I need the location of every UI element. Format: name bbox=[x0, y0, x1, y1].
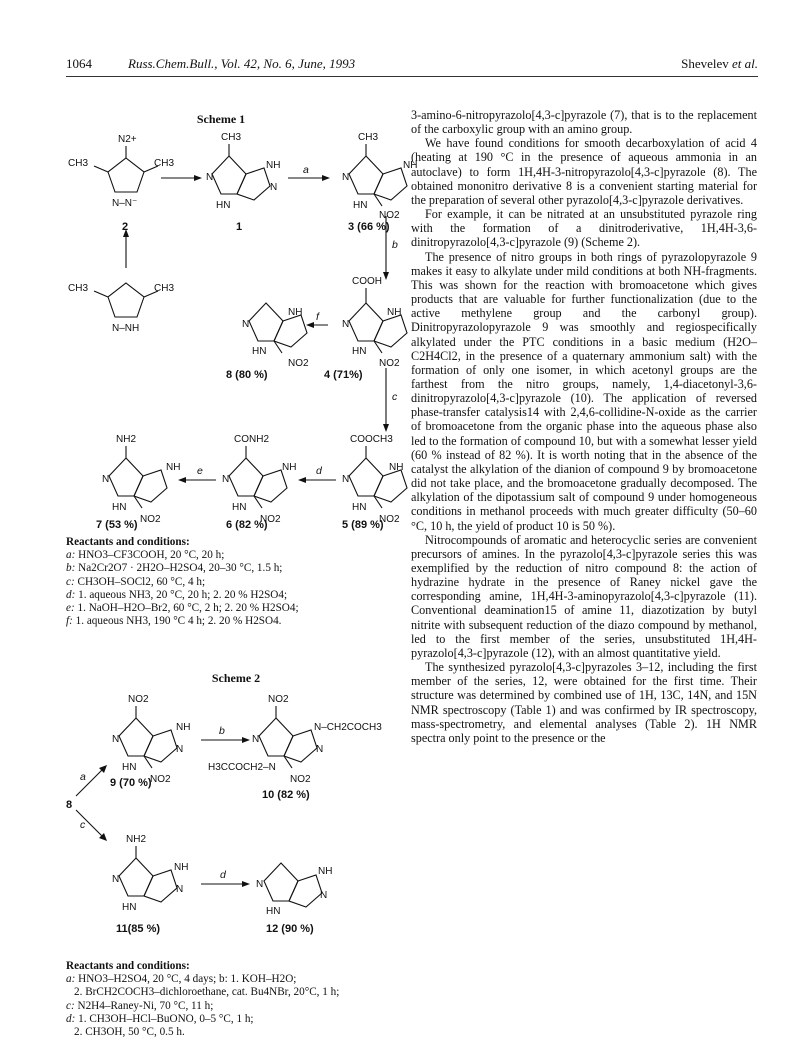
et-al: et al. bbox=[732, 56, 758, 71]
hn-label: HN bbox=[232, 502, 247, 513]
compound-label-10: 10 (82 %) bbox=[262, 789, 310, 801]
condition-line bbox=[66, 589, 406, 602]
n-label: N bbox=[112, 874, 120, 885]
condition-key: b: bbox=[66, 562, 76, 575]
acetonyl-left-label: H3CCOCH2–N bbox=[208, 762, 276, 773]
n-label: N bbox=[222, 474, 230, 485]
hn-label: HN bbox=[352, 502, 367, 513]
condition-key: c: bbox=[66, 575, 75, 588]
cooh-label: COOH bbox=[352, 276, 382, 287]
condition-key: d: bbox=[66, 588, 76, 601]
no2-label: NO2 bbox=[379, 514, 400, 525]
nh-label: NH bbox=[389, 462, 404, 473]
scheme1-title: Scheme 1 bbox=[196, 112, 246, 126]
acetonyl-right-label: N–CH2COCH3 bbox=[314, 722, 382, 733]
condition-text: 1. aqueous NH3, 190 °C 4 h; 2. 20 % H2SO4. bbox=[75, 615, 282, 628]
n-label: N bbox=[102, 474, 110, 485]
nh-label: NH bbox=[266, 160, 281, 171]
condition-key: d: bbox=[66, 1012, 76, 1025]
journal-citation: Russ.Chem.Bull., Vol. 42, No. 6, June, 1993 bbox=[128, 56, 356, 71]
page-number: 1064 bbox=[66, 56, 92, 71]
compound-label-9: 9 (70 %) bbox=[110, 777, 152, 789]
condition-text: 1. CH3OH–HCl–BuONO, 0–5 °C, 1 h; bbox=[78, 1012, 254, 1025]
nn-minus-label: N–N⁻ bbox=[112, 198, 138, 209]
n-label: N bbox=[342, 172, 350, 183]
nh-label: NH bbox=[288, 307, 303, 318]
n-label: N bbox=[206, 172, 214, 183]
condition-line bbox=[66, 562, 406, 575]
arrow-label-e: e bbox=[197, 465, 203, 477]
scheme1-conditions bbox=[66, 536, 406, 628]
n-label: N bbox=[112, 734, 120, 745]
hn-label: HN bbox=[122, 902, 137, 913]
ch3-label: CH3 bbox=[154, 158, 175, 169]
compound-label-6: 6 (82 %) bbox=[226, 519, 268, 531]
ch3-label: CH3 bbox=[221, 132, 242, 143]
condition-text: 1. aqueous NH3, 20 °C, 20 h; 2. 20 % H2SO4; bbox=[78, 588, 288, 601]
n-label: N bbox=[316, 744, 324, 755]
ch3-label: CH3 bbox=[68, 283, 89, 294]
no2-label: NO2 bbox=[260, 514, 281, 525]
hn-label: HN bbox=[112, 502, 127, 513]
condition-line bbox=[66, 602, 406, 615]
arrow-label-c: c bbox=[80, 819, 86, 831]
condition-text: HNO3–CF3COOH, 20 °C, 20 h; bbox=[78, 549, 225, 562]
condition-key: c: bbox=[66, 999, 75, 1012]
no2-label: NO2 bbox=[150, 774, 171, 785]
body-paragraph: 3-amino-6-nitropyrazolo[4,3-c]pyrazole (7), that is to the replacement of the carboxylic group with an amino group. bbox=[411, 108, 757, 137]
no2-label: NO2 bbox=[290, 774, 311, 785]
n-label: N bbox=[256, 879, 264, 890]
n-label: N bbox=[252, 734, 260, 745]
condition-line bbox=[66, 549, 406, 562]
ch3-label: CH3 bbox=[154, 283, 175, 294]
condition-text: CH3OH–SOCl2, 60 °C, 4 h; bbox=[77, 575, 206, 588]
n-label: N bbox=[176, 744, 184, 755]
hn-label: HN bbox=[353, 200, 368, 211]
condition-text: Na2Cr2O7 · 2H2O–H2SO4, 20–30 °C, 1.5 h; bbox=[78, 562, 283, 575]
body-paragraph: We have found conditions for smooth decarboxylation of acid 4 (heating at 190 °C in the presence of aqueous ammonia in an autoclave) to form 1H,4H-3-nitropyrazolo[4,3-c]pyrazole (8). The obtained mononitro derivative 8 is a convenient starting material for the preparation of several other pyrazolo[4,3-c]pyrazole derivatives. bbox=[411, 136, 757, 207]
condition-text: N2H4–Raney-Ni, 70 °C, 11 h; bbox=[77, 999, 214, 1012]
nh-label: NH bbox=[403, 160, 418, 171]
condition-line bbox=[66, 1013, 406, 1026]
arrow-label-b: b bbox=[219, 725, 225, 737]
no2-label: NO2 bbox=[379, 358, 400, 369]
no2-label: NO2 bbox=[128, 694, 149, 705]
no2-label: NO2 bbox=[140, 514, 161, 525]
body-paragraph: Nitrocompounds of aromatic and heterocyclic series are convenient precursors of amines. In the pyrazolo[4,3-c]pyrazole series this was exemplified by the reduction of nitro compound 8: the action of hydrazine hydrate in the presence of Raney nickel gave the corresponding amine, 1H,4H-3-aminopyrazolo[4,3-c]pyrazole (11). Conventional deamination15 of amine 11, diazotization by butyl nitrite with subsequent reduction of the diazo compound by methanol, led to the first member of the series, unsubstituted 1H,4H-pyrazolo[4,3-c]pyrazole (12), with an almost quantitative yield. bbox=[411, 532, 757, 660]
no2-label: NO2 bbox=[379, 210, 400, 221]
condition-key: f: bbox=[66, 615, 73, 628]
arrow-label-c: c bbox=[392, 391, 398, 403]
nh-label: NH bbox=[282, 462, 297, 473]
n-label: N bbox=[270, 182, 278, 193]
n-label: N bbox=[342, 319, 350, 330]
body-paragraph: For example, it can be nitrated at an unsubstituted pyrazole ring with the formation of a dinitroderivative, 1H,4H-3,6-dinitropyrazolo[4,3-c]pyrazole (9) (Scheme 2). bbox=[411, 207, 757, 250]
n-label: N bbox=[176, 884, 184, 895]
compound-label-1: 1 bbox=[236, 221, 243, 233]
scheme2-conditions bbox=[66, 960, 406, 1039]
author-line bbox=[681, 56, 758, 72]
compound-label-8: 8 bbox=[66, 799, 73, 811]
nh-label: NH bbox=[318, 866, 333, 877]
arrow-label-d: d bbox=[316, 465, 322, 477]
ch3-label: CH3 bbox=[68, 158, 89, 169]
running-header bbox=[66, 56, 758, 77]
condition-key: a: bbox=[66, 549, 76, 562]
condition-line bbox=[66, 973, 406, 986]
nh2-label: NH2 bbox=[126, 834, 147, 845]
compound-label-11: 11(85 %) bbox=[116, 923, 161, 935]
compound-label-12: 12 (90 %) bbox=[266, 923, 314, 935]
nh-label: NH bbox=[174, 862, 189, 873]
body-paragraph: The synthesized pyrazolo[4,3-c]pyrazoles 3–12, including the first member of the series, 12, were obtained for the first time. Their structure was determined by combined use of 1H, 13C, 14N, and 15N NMR spectroscopy (Table 1) and was confirmed by IR spectroscopy, mass-spectrometry, and elemental analyses (Table 2). 1H NMR spectra only point to the presence or the bbox=[411, 660, 757, 745]
hn-label: HN bbox=[266, 906, 281, 917]
nh-label: NH bbox=[166, 462, 181, 473]
compound-label-4: 4 (71%) bbox=[324, 369, 363, 381]
compound-label-2: 2 bbox=[122, 221, 129, 233]
no2-label: NO2 bbox=[288, 358, 309, 369]
hn-label: HN bbox=[122, 762, 137, 773]
scheme2-title: Scheme 2 bbox=[211, 671, 261, 685]
author-name: Shevelev bbox=[681, 56, 729, 71]
conh2-label: CONH2 bbox=[234, 434, 270, 445]
nh-label: NH bbox=[387, 307, 402, 318]
condition-key: a: bbox=[66, 973, 76, 986]
condition-key: e: bbox=[66, 602, 75, 615]
condition-text: 1. NaOH–H2O–Br2, 60 °C, 2 h; 2. 20 % H2SO4; bbox=[77, 602, 299, 615]
condition-line bbox=[66, 615, 406, 628]
n-label: N bbox=[320, 890, 328, 901]
ch3-label: CH3 bbox=[358, 132, 379, 143]
conditions-title: Reactants and conditions: bbox=[66, 960, 190, 972]
condition-line bbox=[66, 1000, 406, 1013]
cooch3-label: COOCH3 bbox=[350, 434, 393, 445]
arrow-label-d: d bbox=[220, 869, 226, 881]
scheme2-figure bbox=[66, 688, 411, 958]
scheme1-figure bbox=[66, 128, 418, 531]
conditions-title: Reactants and conditions: bbox=[66, 536, 190, 548]
condition-text: 2. CH3OH, 50 °C, 0.5 h. bbox=[74, 1026, 185, 1039]
no2-label: NO2 bbox=[268, 694, 289, 705]
arrow-label-a: a bbox=[80, 771, 86, 783]
right-column bbox=[411, 108, 757, 745]
nh-label: NH bbox=[176, 722, 191, 733]
compound-label-5: 5 (89 %) bbox=[342, 519, 384, 531]
condition-line bbox=[66, 1026, 406, 1039]
condition-text: 2. BrCH2COCH3–dichloroethane, cat. Bu4NBr, 20°C, 1 h; bbox=[74, 986, 340, 999]
body-paragraph: The presence of nitro groups in both rings of pyrazolopyrazole 9 makes it easy to alkylate under mild conditions at both NH-fragments. This was shown for the reaction with bromoacetone which gives products that are valuable for further functionalization (due to the active methylene group and the carbonyl group). Dinitropyrazolopyrazole 9 was smoothly and regiospecifically alkylated under the PTC conditions in a basic medium (H2O–C2H4Cl2, in the presence of a quaternary ammonium salt) with the formation of only one isomer, in which acetonyl groups are the farthest from the nitro groups, namely, 1,4-diacetonyl-3,6-dinitropyrazolo[4,3-c]pyrazole (10). The application of reversed phase-transfer catalysis14 with 2,4,6-collidine-N-oxide as the carrier of bromoacetone from the organic phase into the aqueous phase also led to the formation of compound 10, but with a somewhat lesser yield (60 % instead of 82 %). It is worth noting that in the absence of the catalyst the alkylation of the dianion of compound 9 by bromoacetone did not take place, and the bromoacetone gradually decomposed. The alkylation of the dipotassium salt of compound 9 under homogeneous conditions in methanol proceeds with much greater difficulty (50–60 °C, 10 h, the yield of product 10 is 50 %). bbox=[411, 249, 757, 533]
compound-label-8: 8 (80 %) bbox=[226, 369, 268, 381]
hn-label: HN bbox=[252, 346, 267, 357]
condition-line bbox=[66, 576, 406, 589]
arrow-label-f: f bbox=[316, 311, 319, 323]
n2plus-label: N2+ bbox=[118, 134, 137, 145]
condition-line bbox=[66, 986, 406, 999]
hn-label: HN bbox=[352, 346, 367, 357]
compound-label-3: 3 (66 %) bbox=[348, 221, 390, 233]
nh2-label: NH2 bbox=[116, 434, 137, 445]
n-label: N bbox=[242, 319, 250, 330]
condition-text: HNO3–H2SO4, 20 °C, 4 days; b: 1. KOH–H2O; bbox=[78, 973, 297, 986]
compound-label-7: 7 (53 %) bbox=[96, 519, 138, 531]
hn-label: HN bbox=[216, 200, 231, 211]
arrow-label-a: a bbox=[303, 164, 309, 176]
n-nh-label: N–NH bbox=[112, 323, 140, 334]
n-label: N bbox=[342, 474, 350, 485]
arrow-label-b: b bbox=[392, 239, 398, 251]
